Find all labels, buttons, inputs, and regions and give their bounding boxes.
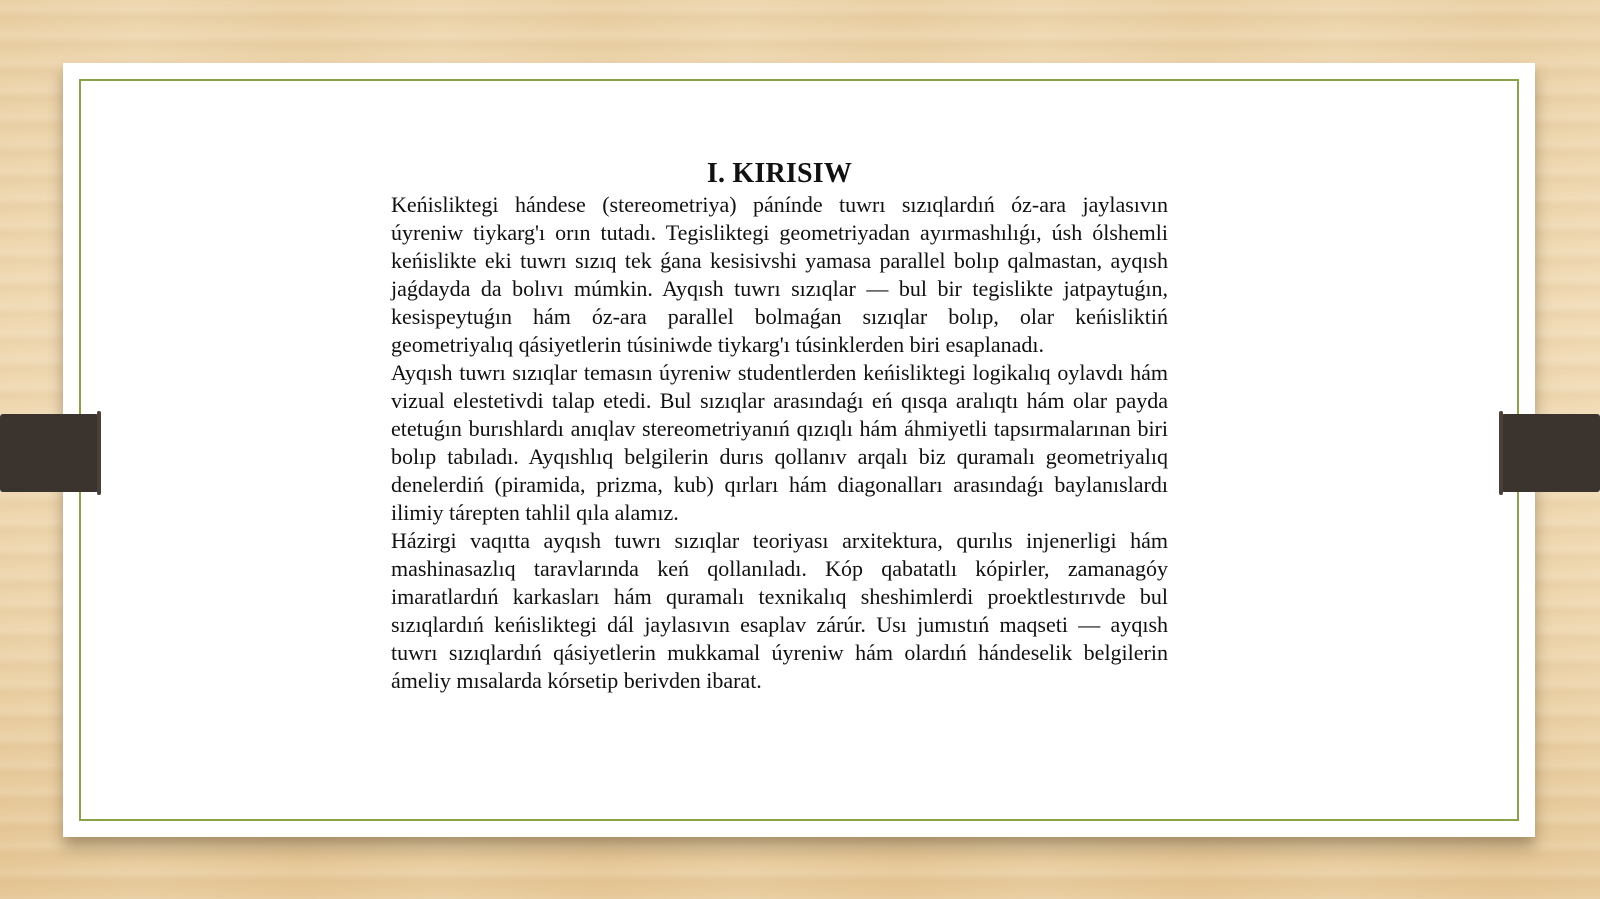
slide-text-area bbox=[391, 158, 1168, 695]
paragraph-intro: Keńisliktegi hándese (stereometriya) pánínde tuwrı sızıqlardıń óz-ara jaylasıvın úyreniw tiykarg'ı orın tutadı. Tegisliktegi geometriyadan ayırmashılıǵı, úsh ólshemli keńislikte eki tuwrı sızıq tek ǵana kesisivshi yamasa parallel bolıp qalmastan, ayqısh jaǵdayda da bolıvı múmkin. Ayqısh tuwrı sızıqlar — bul bir tegislikte jatpaytuǵın, kesispeytuǵın hám óz-ara parallel bolmaǵan sızıqlar bolıp, olar keńisliktiń geometriyalıq qásiyetlerin túsiniwde tiykarg'ı túsinklerden biri esaplanadı. bbox=[391, 192, 1168, 357]
paragraph-topic: Ayqısh tuwrı sızıqlar temasın úyreniw studentlerden keńisliktegi logikalıq oylavdı hám vizual elestetivdi talap etedi. Bul sızıqlar arasındaǵı eń qısqa aralıqtı hám olar payda etetuǵın burıshlardı anıqlav stereometriyanıń qızıqlı hám áhmiyetli tapsırmalarınan biri bolıp tabıladı. Ayqıshlıq belgilerin durıs qollanıv arqalı biz quramalı geometriyalıq denelerdiń (piramida, prizma, kub) qırları hám diagonalları arasındaǵı baylanıslardı ilimiy tárepten tahlil qıla alamız. bbox=[391, 360, 1168, 525]
slide-heading: I. KIRISIW bbox=[706, 158, 853, 189]
left-side-tab bbox=[0, 414, 99, 492]
right-side-tab bbox=[1501, 414, 1600, 492]
paragraph-application: Házirgi vaqıtta ayqısh tuwrı sızıqlar teoriyası arxitektura, qurılıs injenerligi hám mashinasazlıq taravlarında keń qollanıladı. Kóp qabatatlı kópirler, zamanagóy imaratlardıń karkasları hám quramalı texnikalıq sheshimlerdi proektlestırıvde bul sızıqlardıń keńisliktegi dál jaylasıvın esaplav zárúr. Usı jumıstıń maqseti — ayqısh tuwrı sızıqlardıń qásiyetlerin mukkamal úyreniw hám olardıń hándeselik belgilerin ámeliy mısalarda kórsetip berivden ibarat. bbox=[391, 528, 1168, 693]
